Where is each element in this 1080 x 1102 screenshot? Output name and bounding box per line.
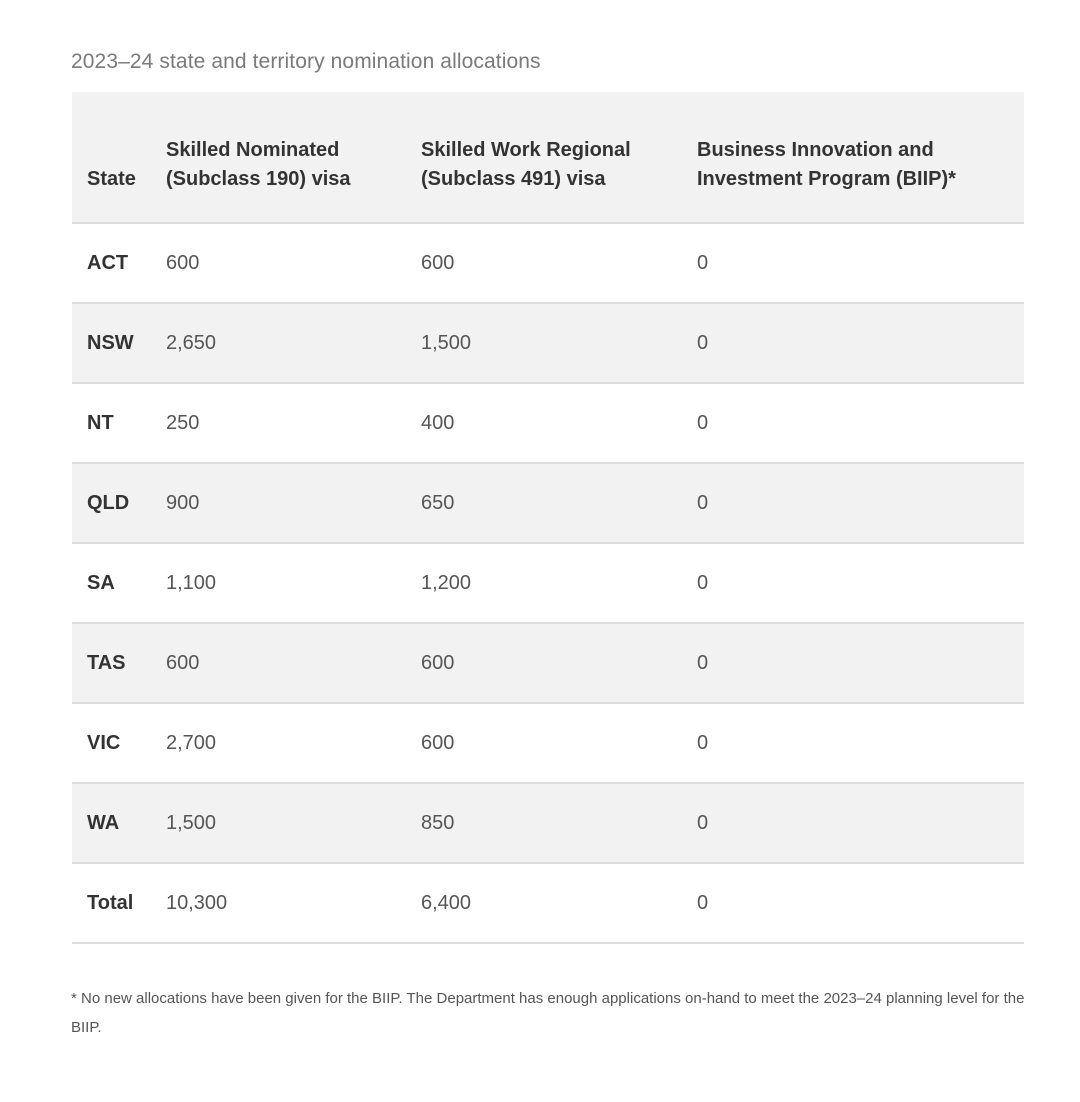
cell-subclass-491: 6,400 <box>406 863 682 943</box>
cell-biip: 0 <box>682 703 1024 783</box>
header-biip-line2: Investment Program (BIIP)* <box>697 168 956 190</box>
table-row <box>72 783 1024 863</box>
cell-subclass-190: 10,300 <box>151 863 406 943</box>
cell-subclass-190: 2,700 <box>151 703 406 783</box>
cell-state: QLD <box>72 463 151 543</box>
cell-biip: 0 <box>682 223 1024 303</box>
cell-state: NT <box>72 383 151 463</box>
cell-state: Total <box>72 863 151 943</box>
cell-biip: 0 <box>682 303 1024 383</box>
table-row <box>72 223 1024 303</box>
cell-biip: 0 <box>682 543 1024 623</box>
footnote: * No new allocations have been given for the BIIP. The Department has enough applications on-hand to meet the 2023–24 planning level for the BIIP. <box>71 990 1025 1036</box>
header-subclass-190-line1: Skilled Nominated <box>166 139 340 161</box>
header-subclass-190-line2: (Subclass 190) visa <box>166 168 351 190</box>
cell-subclass-491: 850 <box>406 783 682 863</box>
table-row <box>72 623 1024 703</box>
cell-subclass-190: 600 <box>151 623 406 703</box>
cell-state: SA <box>72 543 151 623</box>
cell-subclass-190: 1,500 <box>151 783 406 863</box>
table-row <box>72 703 1024 783</box>
cell-subclass-190: 1,100 <box>151 543 406 623</box>
cell-subclass-491: 600 <box>406 703 682 783</box>
cell-state: NSW <box>72 303 151 383</box>
table-header <box>72 92 1024 223</box>
cell-state: WA <box>72 783 151 863</box>
cell-state: VIC <box>72 703 151 783</box>
header-state-label: State <box>87 168 136 190</box>
cell-subclass-190: 250 <box>151 383 406 463</box>
header-row <box>72 92 1024 223</box>
cell-subclass-491: 1,500 <box>406 303 682 383</box>
table-row-total <box>72 863 1024 943</box>
header-biip-line1: Business Innovation and <box>697 139 934 161</box>
table-row <box>72 383 1024 463</box>
cell-subclass-491: 600 <box>406 623 682 703</box>
cell-state: ACT <box>72 223 151 303</box>
cell-subclass-491: 600 <box>406 223 682 303</box>
cell-subclass-190: 600 <box>151 223 406 303</box>
allocations-table <box>72 92 1024 944</box>
cell-biip: 0 <box>682 383 1024 463</box>
header-subclass-491-line1: Skilled Work Regional <box>421 139 631 161</box>
cell-subclass-491: 1,200 <box>406 543 682 623</box>
cell-biip: 0 <box>682 783 1024 863</box>
header-state <box>72 92 151 223</box>
table-row <box>72 463 1024 543</box>
cell-subclass-491: 650 <box>406 463 682 543</box>
cell-state: TAS <box>72 623 151 703</box>
cell-biip: 0 <box>682 623 1024 703</box>
table-body <box>72 223 1024 943</box>
cell-biip: 0 <box>682 463 1024 543</box>
cell-subclass-190: 2,650 <box>151 303 406 383</box>
cell-biip: 0 <box>682 863 1024 943</box>
header-subclass-190 <box>151 92 406 223</box>
cell-subclass-190: 900 <box>151 463 406 543</box>
header-subclass-491-line2: (Subclass 491) visa <box>421 168 606 190</box>
table-row <box>72 543 1024 623</box>
header-subclass-491 <box>406 92 682 223</box>
header-biip <box>682 92 1024 223</box>
cell-subclass-491: 400 <box>406 383 682 463</box>
table-caption: 2023–24 state and territory nomination allocations <box>71 50 541 73</box>
table-row <box>72 303 1024 383</box>
